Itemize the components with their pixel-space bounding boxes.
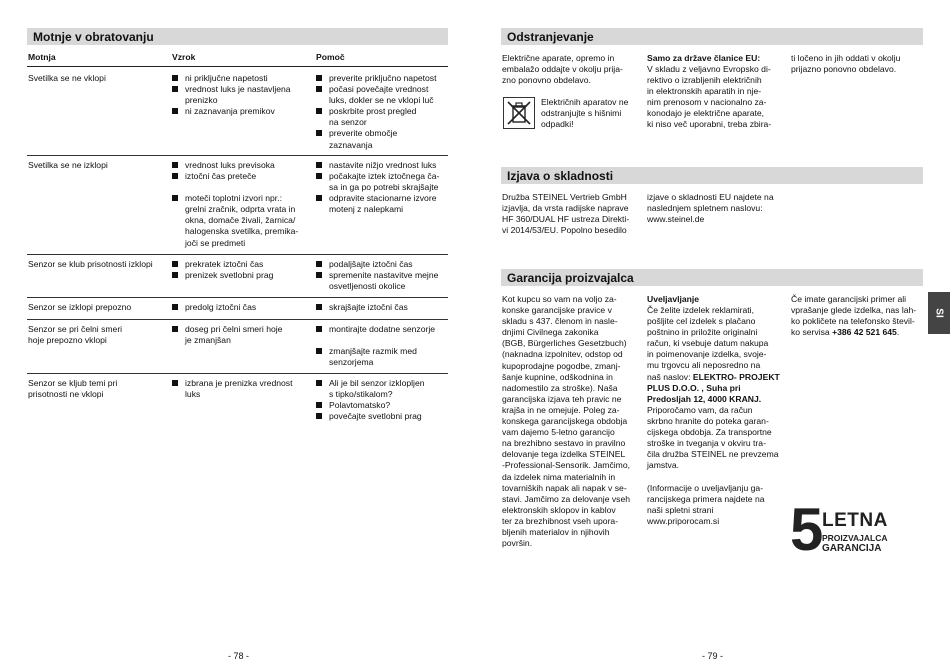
bullet-square-icon xyxy=(316,171,329,193)
remedy-item xyxy=(316,193,439,215)
row-divider xyxy=(27,254,448,255)
bullet-square-icon xyxy=(316,128,329,150)
remedy-list xyxy=(316,378,425,422)
bullet-square-icon xyxy=(316,73,329,84)
cause-text: moteči toplotni izvori npr.: grelni zračnik, odprta vrata in okna, domače živali, žarnica/ halogenska svetilka, premika- joči se predmeti xyxy=(185,193,299,248)
bullet-square-icon xyxy=(172,378,185,400)
bullet-square-icon xyxy=(316,324,329,335)
remedy-item xyxy=(316,378,425,400)
disposal-icon-note: Električnih aparatov ne odstranjujte s hišnimi odpadki! xyxy=(541,97,629,130)
disposal-text: Električne aparate, opremo in embalažo oddajte v okolju prija- zno ponovno obdelavo. xyxy=(502,53,623,86)
remedy-text: montirajte dodatne senzorje xyxy=(329,324,436,334)
warranty-contact-text xyxy=(791,294,916,338)
language-tab xyxy=(928,292,950,334)
remedy-text: spremenite nastavitve mejne osvetljenosti okolice xyxy=(329,270,439,292)
cause-text: vrednost luks je nastavljena prenizko xyxy=(185,84,291,106)
bullet-square-icon xyxy=(172,171,185,182)
bullet-square-icon xyxy=(316,106,329,128)
bullet-square-icon xyxy=(316,259,329,270)
cause-item xyxy=(172,73,291,84)
fault-cell: Senzor se klub prisotnosti izklopi xyxy=(28,259,153,269)
section-title-faults: Motnje v obratovanju xyxy=(27,28,448,45)
warranty-claim-text xyxy=(647,305,780,405)
remedy-text: Ali je bil senzor izklopljen s tipko/stikalom? xyxy=(329,378,425,400)
cause-list xyxy=(172,378,292,400)
section-title-disposal: Odstranjevanje xyxy=(501,28,923,45)
warranty-claim-body: Če želite izdelek reklamirati, pošljite cel izdelek s plačano poštnino in priložite originalni račun, ki vsebuje datum nakupa in poimenovanje izdelka, svoje- mu trgovcu ali neposredno na naš naslov: xyxy=(647,305,769,382)
remedy-text: povečajte svetlobni prag xyxy=(329,411,422,422)
section-title-warranty: Garancija proizvajalca xyxy=(501,269,923,286)
bullet-square-icon xyxy=(316,346,329,368)
remedy-list xyxy=(316,259,438,292)
row-divider xyxy=(27,297,448,298)
bullet-square-icon xyxy=(316,160,329,171)
bullet-square-icon xyxy=(172,160,185,171)
cause-item xyxy=(172,259,273,270)
page-number-right: - 79 - xyxy=(702,651,724,661)
cause-text: prenizek svetlobni prag xyxy=(185,270,274,281)
cause-item xyxy=(172,193,298,248)
remedy-item xyxy=(316,302,408,313)
cause-item xyxy=(172,160,298,171)
remedy-list xyxy=(316,73,436,151)
bullet-square-icon xyxy=(172,84,185,106)
remedy-item xyxy=(316,128,436,150)
badge-number: 5 xyxy=(790,496,824,563)
warranty-text: Kot kupcu so vam na voljo za- konske garancijske pravice v skladu s 437. členom in nasle- dnjimi Civilnega zakonika (BGB, Bürgerliches Gesetzbuch) (naknadna izpolnitev, odstop od kupoprodajne pogodbe, zmanj- šanje kupnine, odškodnina in nadomestilo za stroške). Naša garancijska izjava teh pravic ne krajša in ne omejuje. Poleg za- konskega garancijskega obdobja vam dajemo 5-letno garancijo na brezhibno sestavo in pravilno delovanje tega izdelka STEINEL -Professional-Sensorik. Jamčimo, da izdelek nima materialnih in tovarniških napak ali napak v se- stavi. Jamčimo za delovanje vseh elektronskih sklopov in kablov ter za brezhibnost vseh upora- bljenih materialov in njihovih površin. xyxy=(502,294,631,549)
disposal-eu-text-cont: ti ločeno in jih oddati v okolju prijazno ponovno obdelavo. xyxy=(791,53,901,75)
remedy-item xyxy=(316,400,425,411)
remedy-text: nastavite nižjo vrednost luks xyxy=(329,160,437,170)
cause-list xyxy=(172,73,291,117)
bullet-square-icon xyxy=(316,84,329,106)
column-header-fault: Motnja xyxy=(28,52,56,62)
cause-list xyxy=(172,302,256,313)
warranty-claim-heading: Uveljavljanje xyxy=(647,294,700,304)
service-phone: +386 42 521 645 xyxy=(832,327,897,338)
remedy-text: počasi povečajte vrednost luks, dokler se ne vklopi luč xyxy=(329,84,434,106)
remedy-text: počakajte iztek iztočnega ča- sa in ga po potrebi skrajšajte xyxy=(329,171,440,193)
bullet-square-icon xyxy=(172,193,185,248)
cause-text: ni priključne napetosti xyxy=(185,73,268,83)
disposal-eu-heading: Samo za države članice EU: xyxy=(647,53,761,63)
cause-text: izbrana je prenizka vrednost luks xyxy=(185,378,293,400)
row-divider xyxy=(27,155,448,156)
remedy-item xyxy=(316,73,436,84)
warranty-claim-text-2: Priporočamo vam, da račun skrbno hranite do poteka garan- cijskega obdobja. Za transportne stroške in tveganja v okviru tra- čila družba STEINEL ne prevzema jamstva. xyxy=(647,405,779,471)
warranty-contact-end: . xyxy=(896,327,900,338)
remedy-list xyxy=(316,324,435,368)
row-divider xyxy=(27,319,448,320)
cause-item xyxy=(172,270,273,281)
remedy-item xyxy=(316,84,436,106)
badge-word: LETNA xyxy=(822,510,888,531)
cause-list xyxy=(172,324,282,346)
cause-text: iztočni čas preteče xyxy=(185,171,257,182)
fault-cell: Svetilka se ne vklopi xyxy=(28,73,106,83)
remedy-text: Polavtomatsko? xyxy=(329,400,391,411)
remedy-item xyxy=(316,106,436,128)
remedy-item xyxy=(316,346,435,368)
bullet-square-icon xyxy=(316,411,329,422)
remedy-text: zmanjšajte razmik med senzorjema xyxy=(329,346,417,368)
bullet-square-icon xyxy=(172,259,185,270)
bullet-square-icon xyxy=(172,106,185,117)
bin-crossed-icon xyxy=(503,97,535,129)
cause-item xyxy=(172,302,256,313)
fault-cell: Senzor se kljub temi pri prisotnosti ne vklopi xyxy=(28,378,118,400)
cause-text: predolg iztočni čas xyxy=(185,302,257,312)
column-header-cause: Vzrok xyxy=(172,52,196,62)
remedy-item xyxy=(316,160,439,171)
warranty-address: ELEKTRO- PROJEKT PLUS D.O.O. , Suha pri Predosljah 12, 4000 KRANJ. xyxy=(647,371,780,404)
remedy-list xyxy=(316,160,439,215)
remedy-text: skrajšajte iztočni čas xyxy=(329,302,408,312)
page-number-left: - 78 - xyxy=(228,651,250,661)
bullet-square-icon xyxy=(172,302,185,313)
cause-item xyxy=(172,378,292,400)
remedy-text: poskrbite prost pregled na senzor xyxy=(329,106,417,128)
remedy-text: podaljšajte iztočni čas xyxy=(329,259,413,269)
cause-list xyxy=(172,259,273,281)
remedy-text: odpravite stacionarne izvore motenj z nalepkami xyxy=(329,193,437,215)
language-tab-label: SI xyxy=(933,308,945,318)
warranty-info-text: (Informacije o uveljavljanju ga- rancijskega primera najdete na naši spletni strani www.priporocam.si xyxy=(647,483,765,527)
remedy-list xyxy=(316,302,408,313)
remedy-item xyxy=(316,270,438,292)
cause-text: doseg pri čelni smeri hoje je zmanjšan xyxy=(185,324,283,346)
declaration-text-cont: izjave o skladnosti EU najdete na naslednjem spletnem naslovu: www.steinel.de xyxy=(647,192,774,225)
remedy-item xyxy=(316,411,425,422)
declaration-text: Družba STEINEL Vertrieb GmbH izjavlja, da vrsta radijske naprave HF 360/DUAL HF ustreza Direkti- vi 2014/53/EU. Popolno besedilo xyxy=(502,192,630,236)
bullet-square-icon xyxy=(316,400,329,411)
bullet-square-icon xyxy=(316,193,329,215)
bullet-square-icon xyxy=(316,302,329,313)
remedy-text: preverite priključno napetost xyxy=(329,73,437,83)
five-year-warranty-badge xyxy=(790,496,888,563)
bullet-square-icon xyxy=(316,378,329,400)
fault-cell: Svetilka se ne izklopi xyxy=(28,160,108,170)
bullet-square-icon xyxy=(172,270,185,281)
bullet-square-icon xyxy=(172,73,185,84)
row-divider xyxy=(27,373,448,374)
disposal-eu-text: V skladu z veljavno Evropsko di- rektivo o izrabljenih električnih in elektronskih aparatih in nje- nim prenosom v nacionalno za- konodajo je električne aparate, ki niso več uporabni, treba zbira- xyxy=(647,64,772,130)
remedy-item xyxy=(316,259,438,270)
badge-line-2: PROIZVAJALCA xyxy=(822,533,888,543)
header-divider xyxy=(27,66,448,67)
remedy-item xyxy=(316,324,435,335)
bullet-square-icon xyxy=(316,270,329,292)
cause-text: ni zaznavanja premikov xyxy=(185,106,275,117)
remedy-item xyxy=(316,171,439,193)
fault-cell: Senzor se izklopi prepozno xyxy=(28,302,132,312)
remedy-text: preverite območje zaznavanja xyxy=(329,128,398,150)
cause-item xyxy=(172,324,282,346)
bullet-square-icon xyxy=(172,324,185,346)
cause-item xyxy=(172,171,298,182)
column-header-remedy: Pomoč xyxy=(316,52,345,62)
cause-item xyxy=(172,84,291,106)
warranty-contact-body: Če imate garancijski primer ali vprašanje glede izdelka, nas lah- ko pokličete na telefonsko števil- ko servisa xyxy=(791,294,917,338)
fault-cell: Senzor se pri čelni smeri hoje prepozno vklopi xyxy=(28,324,123,346)
section-title-declaration: Izjava o skladnosti xyxy=(501,167,923,184)
cause-item xyxy=(172,106,291,117)
cause-text: prekratek iztočni čas xyxy=(185,259,264,269)
cause-text: vrednost luks previsoka xyxy=(185,160,275,170)
cause-list xyxy=(172,160,298,249)
badge-line-3: GARANCIJA xyxy=(822,543,882,554)
